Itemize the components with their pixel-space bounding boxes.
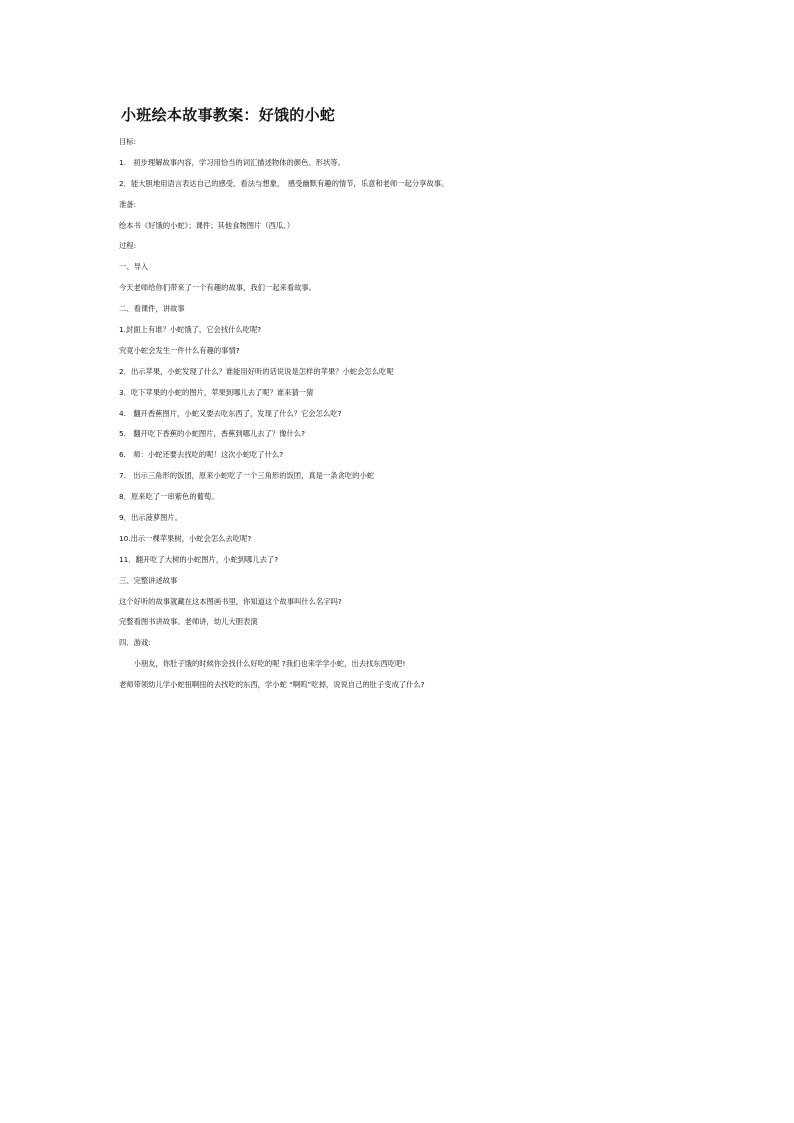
body-line: 2．出示苹果，小蛇发现了什么？谁能用好听的话说说是怎样的苹果？小蛇会怎么吃呢 (119, 366, 394, 376)
body-line: 6. 师：小蛇还要去找吃的呢！这次小蛇吃了什么? (119, 450, 284, 460)
body-line: 目标: (119, 137, 137, 146)
body-line: 10.出示一棵苹果树，小蛇会怎么去吃呢? (119, 533, 252, 543)
document-body (119, 136, 739, 700)
body-line: 11．翻开吃了大树的小蛇图片，小蛇到哪儿去了? (119, 554, 279, 564)
body-line: 准备: (119, 199, 137, 209)
body-line: 1.封面上有谁？小蛇饿了，它会找什么吃呢? (119, 325, 262, 335)
body-line: 9．出示菠萝图片。 (119, 513, 183, 523)
body-line: 今天老师给你们带来了一个有趣的故事，我们一起来看故事。 (119, 283, 317, 293)
body-line: 7. 出示三角形的饭团，原来小蛇吃了一个三角形的饭团，真是一条贪吃的小蛇 (119, 471, 375, 481)
body-line: 4. 翻开香蕉图片，小蛇又要去吃东西了，发现了什么？它会怎么吃? (119, 408, 342, 418)
body-line: 老师带领幼儿学小蛇扭啊扭的去找吃的东西，学小蛇 “啊呜”吃掉，说说自己的肚子变成了什么? (119, 680, 425, 690)
body-line: 8．原来吃了一串紫色的葡萄。 (119, 492, 219, 502)
body-line: 过程: (119, 241, 137, 251)
body-line: 这个好听的故事就藏在这本图画书里，你知道这个故事叫什么名字吗? (119, 596, 342, 606)
body-line: 小朋友，你肚子饿的时候你会找什么好吃的呢 ?我们也来学学小蛇，出去找东西吃吧! (119, 659, 406, 669)
body-line: 1. 初步理解故事内容，学习用恰当的词汇描述物体的颜色、形状等。 (119, 157, 345, 167)
body-line: 2．能大胆地用语言表达自己的感受、看法与想象， 感受幽默有趣的情节，乐意和老师一起分享故事。 (119, 178, 449, 188)
document-title: 小班绘本故事教案：好饿的小蛇 (121, 106, 336, 124)
body-line: 四．游戏: (119, 638, 151, 648)
body-line: 3．吃下苹果的小蛇的图片，苹果到哪儿去了呢？谁来猜一猜 (119, 387, 314, 397)
body-line: 绘本书《好饿的小蛇》；课件；其他食物图片（西瓜、） (119, 220, 295, 230)
body-line: 究竟小蛇会发生一件什么有趣的事情? (119, 345, 240, 355)
body-line: 二、看课件，讲故事 (119, 304, 185, 314)
body-line: 5. 翻开吃下香蕉的小蛇图片，香蕉到哪儿去了？像什么? (119, 429, 305, 439)
body-line: 完整看图书讲故事。老师讲，幼儿大胆表演 (119, 617, 258, 627)
body-line: 三、完整讲述故事 (119, 575, 178, 585)
body-line: 一、导入 (119, 262, 149, 272)
